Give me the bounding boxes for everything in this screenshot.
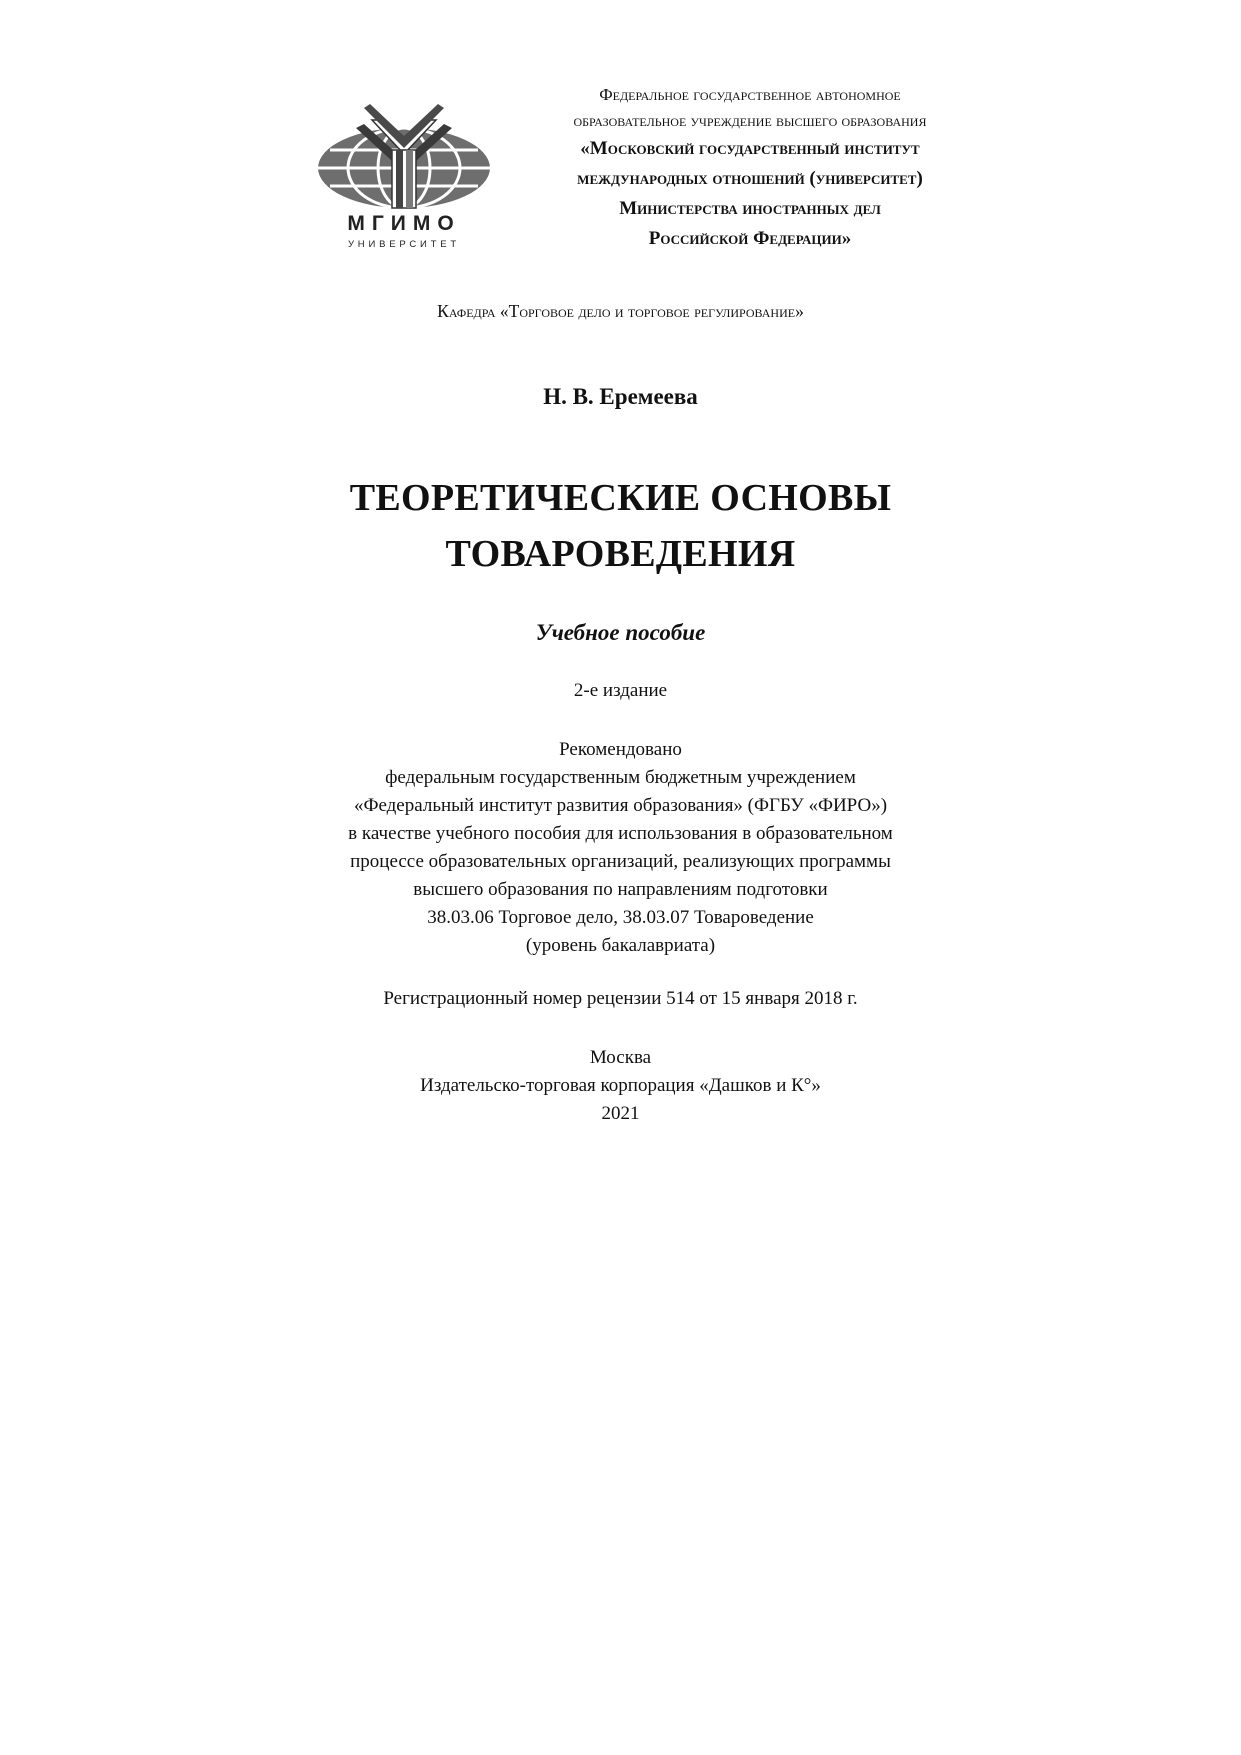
recommendation-line: 38.03.06 Торговое дело, 38.03.07 Товароведение bbox=[427, 907, 814, 928]
institution-header bbox=[500, 82, 1000, 254]
book-title-line-2: ТОВАРОВЕДЕНИЯ bbox=[445, 533, 796, 575]
registration-number: Регистрационный номер рецензии 514 от 15 января 2018 г. bbox=[383, 988, 858, 1009]
header-line-1: Федеральное государственное автономное bbox=[599, 85, 901, 104]
header-line-6: Российской Федерации» bbox=[648, 228, 852, 249]
recommendation-block bbox=[0, 736, 1241, 960]
book-title bbox=[0, 470, 1241, 582]
header-line-4: международных отношений (университет) bbox=[577, 168, 923, 189]
imprint-publisher: Издательско-торговая корпорация «Дашков и К°» bbox=[420, 1075, 821, 1096]
recommendation-line: Рекомендовано bbox=[559, 739, 682, 760]
recommendation-line: в качестве учебного пособия для использования в образовательном bbox=[348, 823, 893, 844]
book-subtitle: Учебное пособие bbox=[535, 620, 706, 645]
recommendation-line: «Федеральный институт развития образования» (ФГБУ «ФИРО») bbox=[353, 795, 888, 816]
logo-subtitle: УНИВЕРСИТЕТ bbox=[347, 239, 461, 250]
author: Н. В. Еремеева bbox=[543, 384, 698, 409]
department: Кафедра «Торговое дело и торговое регулирование» bbox=[437, 301, 804, 321]
imprint-year: 2021 bbox=[601, 1103, 640, 1124]
header-line-3: «Московский государственный институт bbox=[580, 138, 920, 159]
recommendation-line: процессе образовательных организаций, реализующих программы bbox=[350, 851, 891, 872]
book-title-line-1: ТЕОРЕТИЧЕСКИЕ ОСНОВЫ bbox=[349, 477, 892, 519]
edition: 2-е издание bbox=[573, 680, 668, 701]
recommendation-line: федеральным государственным бюджетным учреждением bbox=[385, 767, 856, 788]
recommendation-line: (уровень бакалавриата) bbox=[525, 935, 716, 956]
recommendation-line: высшего образования по направлениям подготовки bbox=[413, 879, 828, 900]
logo-name: МГИМО bbox=[347, 212, 461, 235]
imprint-city: Москва bbox=[589, 1047, 652, 1068]
imprint bbox=[0, 1044, 1241, 1128]
university-logo bbox=[308, 100, 500, 252]
header-line-2: образовательное учреждение высшего образования bbox=[573, 111, 927, 130]
header-line-5: Министерства иностранных дел bbox=[619, 198, 881, 219]
mgimo-globe-emblem-icon bbox=[308, 100, 500, 212]
